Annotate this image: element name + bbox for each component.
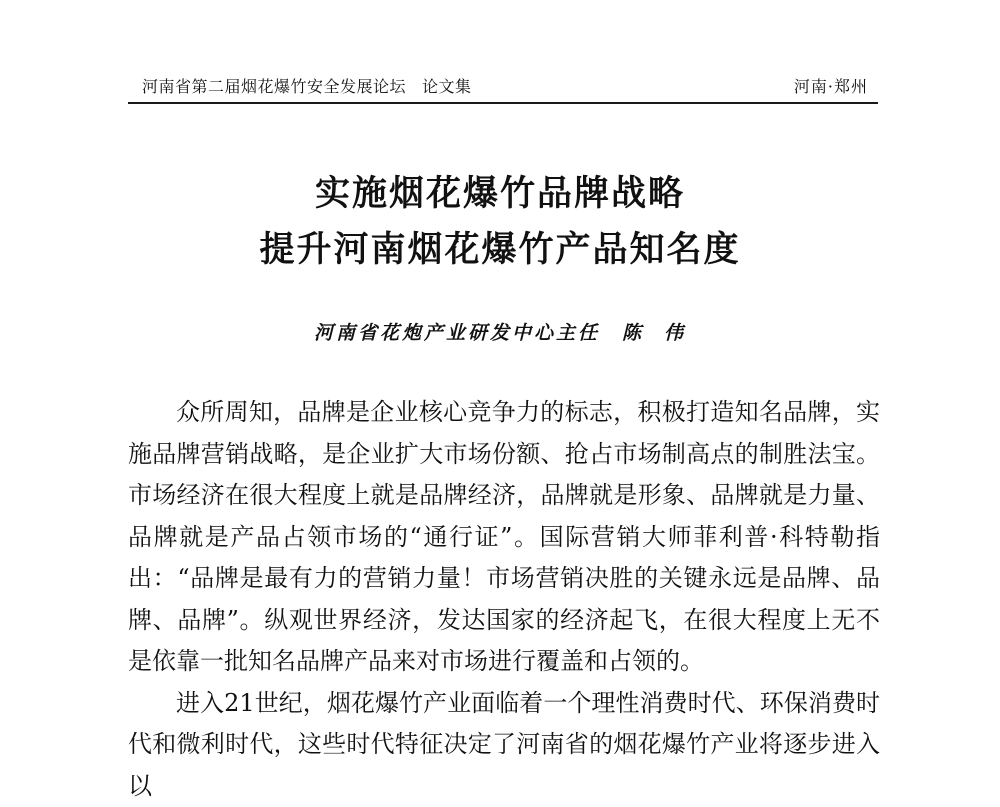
author-name-second: 伟: [664, 322, 686, 344]
header-collection-label: 论文集: [422, 77, 472, 96]
author-name-first: 陈: [622, 322, 644, 344]
author-affiliation: 河南省花炮产业研发中心主任: [314, 322, 600, 344]
header-location: 河南·郑州: [794, 74, 868, 97]
body-paragraph: 众所周知，品牌是企业核心竞争力的标志，积极打造知名品牌，实施品牌营销战略，是企业扩大市场份额、抢占市场制高点的制胜法宝。市场经济在很大程度上就是品牌经济，品牌就是形象、品牌就是力量、品牌就是产品占领市场的“通行证”。国际营销大师菲利普·科特勒指出：“品牌是最有力的营销力量！市场营销决胜的关键永远是品牌、品牌、品牌”。纵观世界经济，发达国家的经济起飞，在很大程度上无不是依靠一批知名品牌产品来对市场进行覆盖和占领的。: [128, 392, 880, 683]
article-title-line-2: 提升河南烟花爆竹产品知名度: [0, 222, 1000, 272]
header-forum-name: 河南省第二届烟花爆竹安全发展论坛: [142, 77, 406, 96]
author-line: [0, 318, 1000, 345]
header-proceedings-title: [142, 74, 472, 97]
article-body: [128, 392, 880, 807]
running-header: [128, 70, 878, 104]
article-title-line-1: 实施烟花爆竹品牌战略: [0, 166, 1000, 216]
body-paragraph: 进入21世纪，烟花爆竹产业面临着一个理性消费时代、环保消费时代和微利时代，这些时代特征决定了河南省的烟花爆竹产业将逐步进入以: [128, 683, 880, 807]
